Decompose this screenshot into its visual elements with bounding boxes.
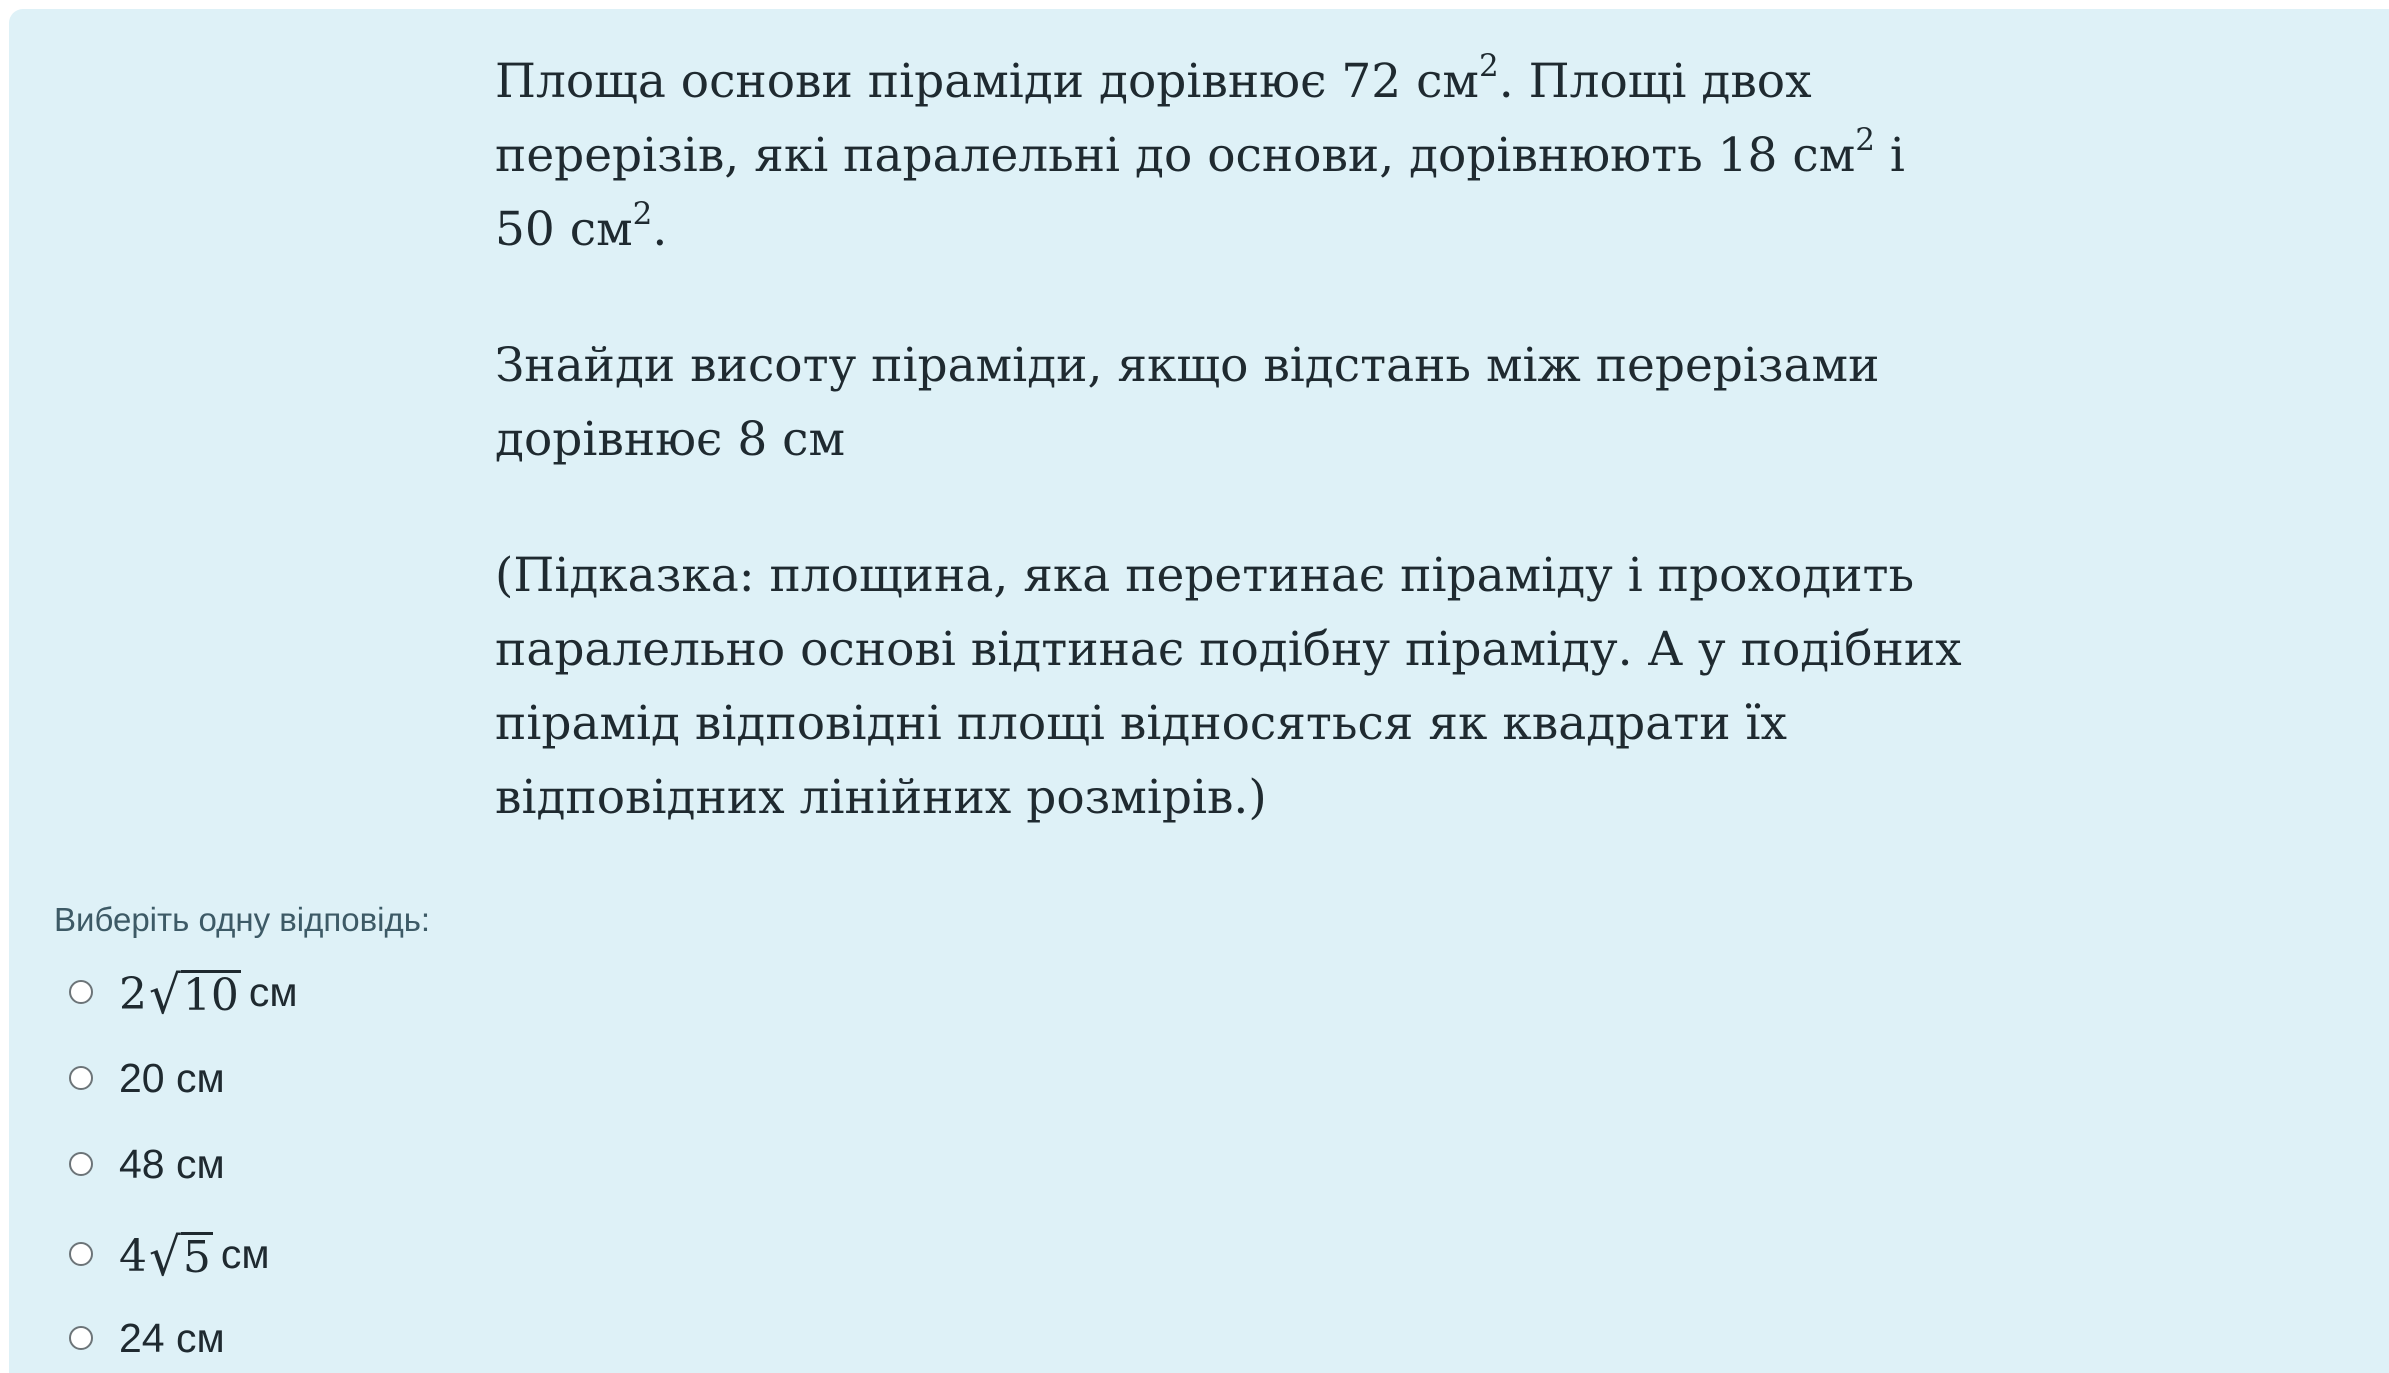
radicand: 10 [182,970,239,1022]
answer-options [69,964,869,1366]
question-text-segment: Площа основи піраміди дорівнює 72 см [495,54,1479,109]
answer-option-2[interactable] [69,1050,869,1106]
answer-option-label: 48 см [119,1140,225,1187]
radicand: 5 [182,1232,211,1284]
unit: см [248,968,298,1015]
answer-prompt: Виберіть одну відповідь: [54,901,431,938]
answer-option-4[interactable] [69,1226,869,1288]
superscript-2: 2 [632,196,653,233]
hint-paragraph: (Підказка: площина, яка перетинає піраміду і проходить паралельно основі відтинає подібну піраміду. А у подібних пірамід відповідні площі відносяться як квадрати їх відповідних лінійних розмірів.) [495,548,1962,825]
question-text-segment: і 50 см [495,128,1905,257]
radio-button[interactable] [69,1326,93,1350]
coefficient: 2 [119,968,147,1020]
answer-option-1[interactable] [69,964,869,1026]
question-paragraph-2: Знайди висоту піраміди, якщо відстань між перерізами дорівнює 8 см [495,338,1880,467]
radio-button[interactable] [69,980,93,1004]
math-expression [119,964,241,1026]
superscript-2: 2 [1855,122,1875,159]
radio-button[interactable] [69,1066,93,1090]
question-panel [9,9,2389,1373]
answer-option-label: 20 см [119,1054,225,1101]
answer-option-label: 24 см [119,1314,225,1361]
radio-button[interactable] [69,1242,93,1266]
answer-option-label [119,1226,270,1288]
answer-option-5[interactable] [69,1310,869,1366]
question-text [495,45,1975,835]
unit: см [220,1230,270,1277]
coefficient: 4 [119,1230,147,1282]
answer-option-label [119,964,298,1026]
question-text-segment: . [652,202,668,257]
square-root-icon: √ [149,964,181,1026]
question-text-segment: . Площі двох перерізів, які паралельні до основи, дорівнюють 18 см [495,54,1856,183]
square-root-icon: √ [149,1226,181,1288]
answer-option-3[interactable] [69,1136,869,1192]
question-paragraph-1 [495,45,1975,267]
superscript-2: 2 [1478,48,1499,85]
radio-button[interactable] [69,1152,93,1176]
math-expression [119,1226,213,1288]
